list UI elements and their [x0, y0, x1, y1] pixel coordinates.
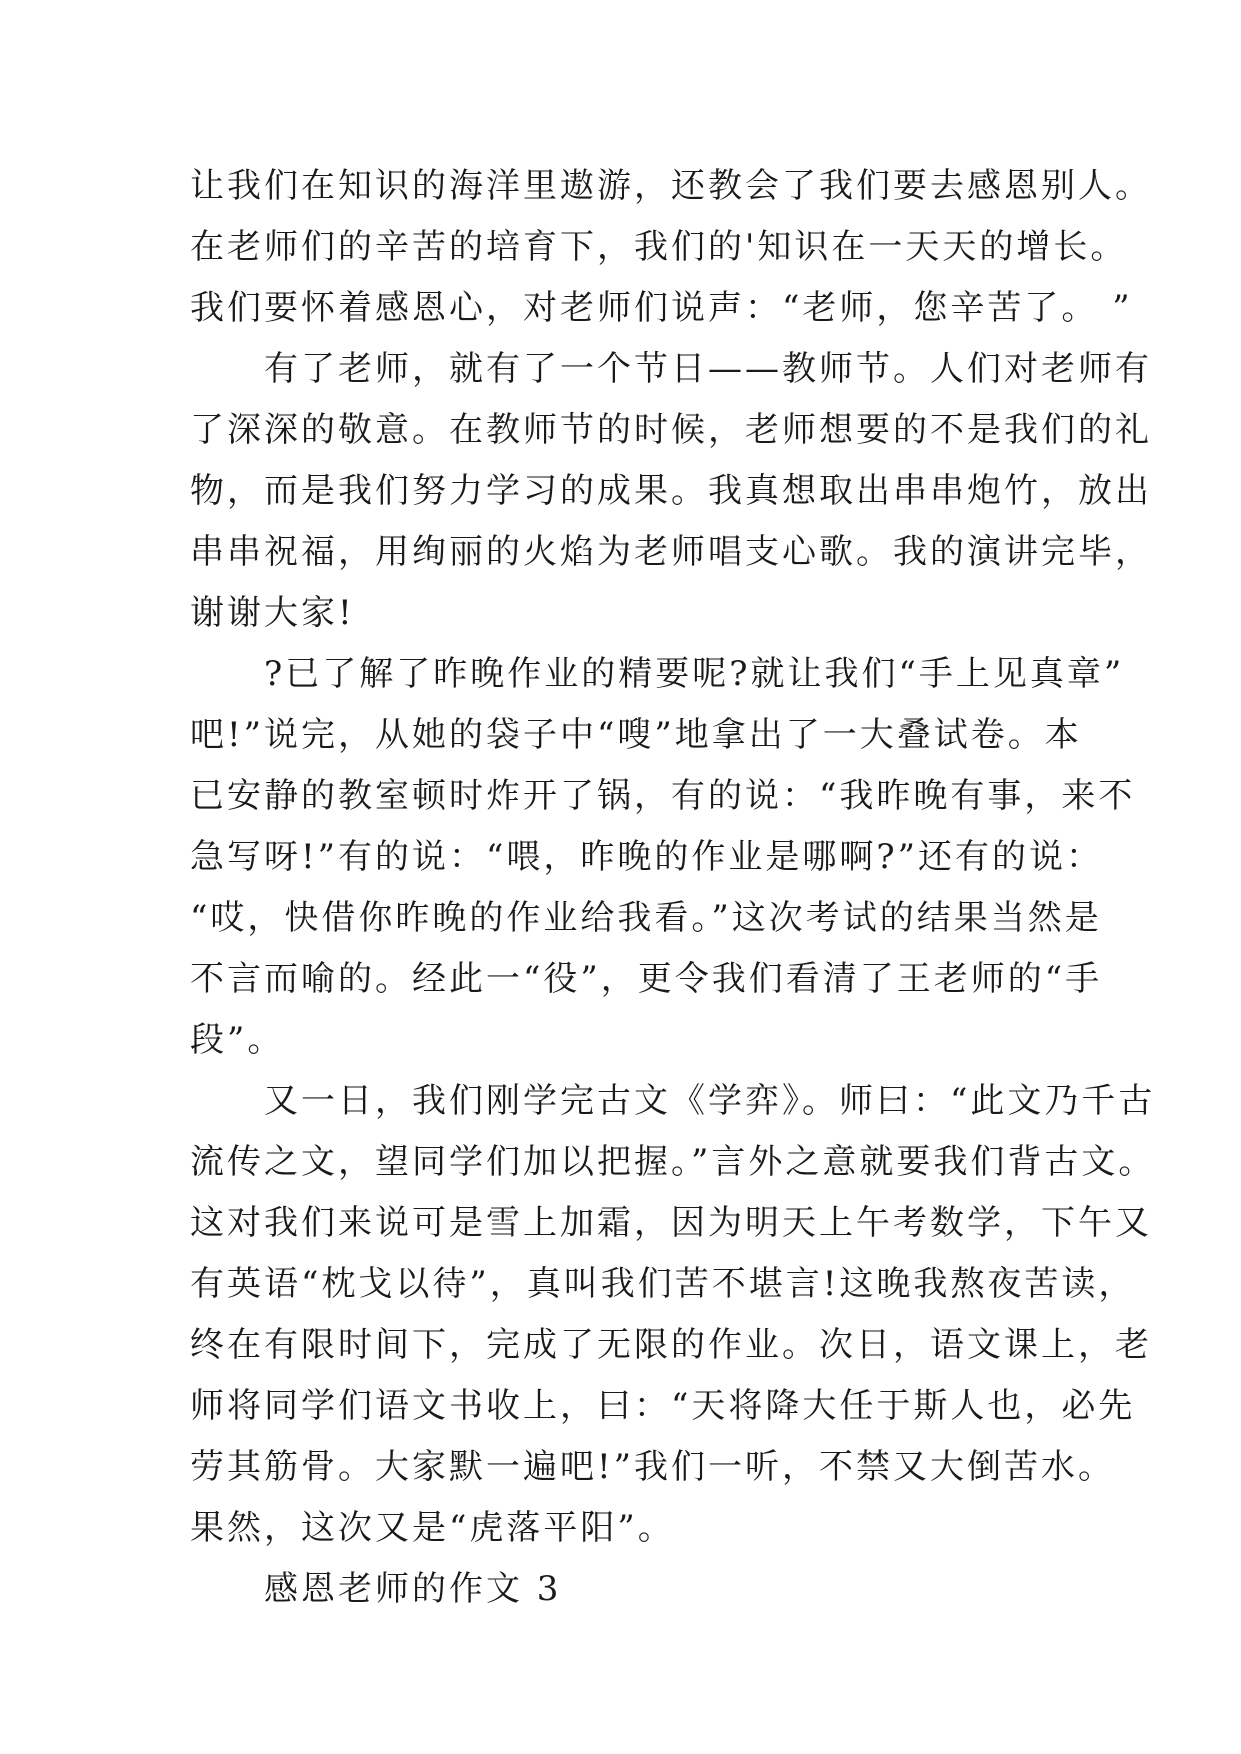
text-line: 吧!”说完，从她的袋子中“嗖”地拿出了一大叠试卷。本 — [190, 715, 1082, 755]
text-line: 果然，这次又是“虎落平阳”。 — [190, 1508, 675, 1548]
text-line: 急写呀!”有的说：“喂，昨晚的作业是哪啊?”还有的说： — [190, 837, 1104, 877]
text-line: 这对我们来说可是雪上加霜，因为明天上午考数学，下午又 — [190, 1203, 1152, 1243]
section-heading: 感恩老师的作文 3 — [190, 1569, 562, 1609]
text-line: 又一日，我们刚学完古文《学弈》。师曰：“此文乃千古 — [190, 1081, 1156, 1121]
text-line: 让我们在知识的海洋里遨游，还教会了我们要去感恩别人。 — [190, 166, 1152, 206]
text-line: 有英语“枕戈以待”，真叫我们苦不堪言!这晚我熬夜苦读， — [190, 1264, 1136, 1304]
text-line: “哎，快借你昨晚的作业给我看。”这次考试的结果当然是 — [190, 898, 1102, 938]
text-line: 师将同学们语文书收上，曰：“天将降大任于斯人也，必先 — [190, 1386, 1136, 1426]
text-line: 流传之文，望同学们加以把握。”言外之意就要我们背古文。 — [190, 1142, 1156, 1182]
text-line: 终在有限时间下，完成了无限的作业。次日，语文课上，老 — [190, 1325, 1152, 1365]
text-line: 我们要怀着感恩心，对老师们说声：“老师，您辛苦了。 ” — [190, 288, 1133, 328]
text-line: 不言而喻的。经此一“役”，更令我们看清了王老师的“手 — [190, 959, 1103, 999]
text-line: 已安静的教室顿时炸开了锅，有的说：“我昨晚有事，来不 — [190, 776, 1136, 816]
essay-body — [190, 156, 1156, 1620]
text-line: 劳其筋骨。大家默一遍吧!”我们一听，不禁又大倒苦水。 — [190, 1447, 1116, 1487]
text-line: 谢谢大家! — [190, 593, 355, 633]
text-line: 物，而是我们努力学习的成果。我真想取出串串炮竹，放出 — [190, 471, 1152, 511]
text-line: 了深深的敬意。在教师节的时候，老师想要的不是我们的礼 — [190, 410, 1152, 450]
text-line: 串串祝福，用绚丽的火焰为老师唱支心歌。我的演讲完毕， — [190, 532, 1152, 572]
text-line: 有了老师，就有了一个节日——教师节。人们对老师有 — [190, 349, 1152, 389]
text-line: 段”。 — [190, 1020, 285, 1060]
text-line: ?已了解了昨晚作业的精要呢?就让我们“手上见真章” — [190, 654, 1125, 694]
text-line: 在老师们的辛苦的培育下，我们的'知识在一天天的增长。 — [190, 227, 1128, 267]
